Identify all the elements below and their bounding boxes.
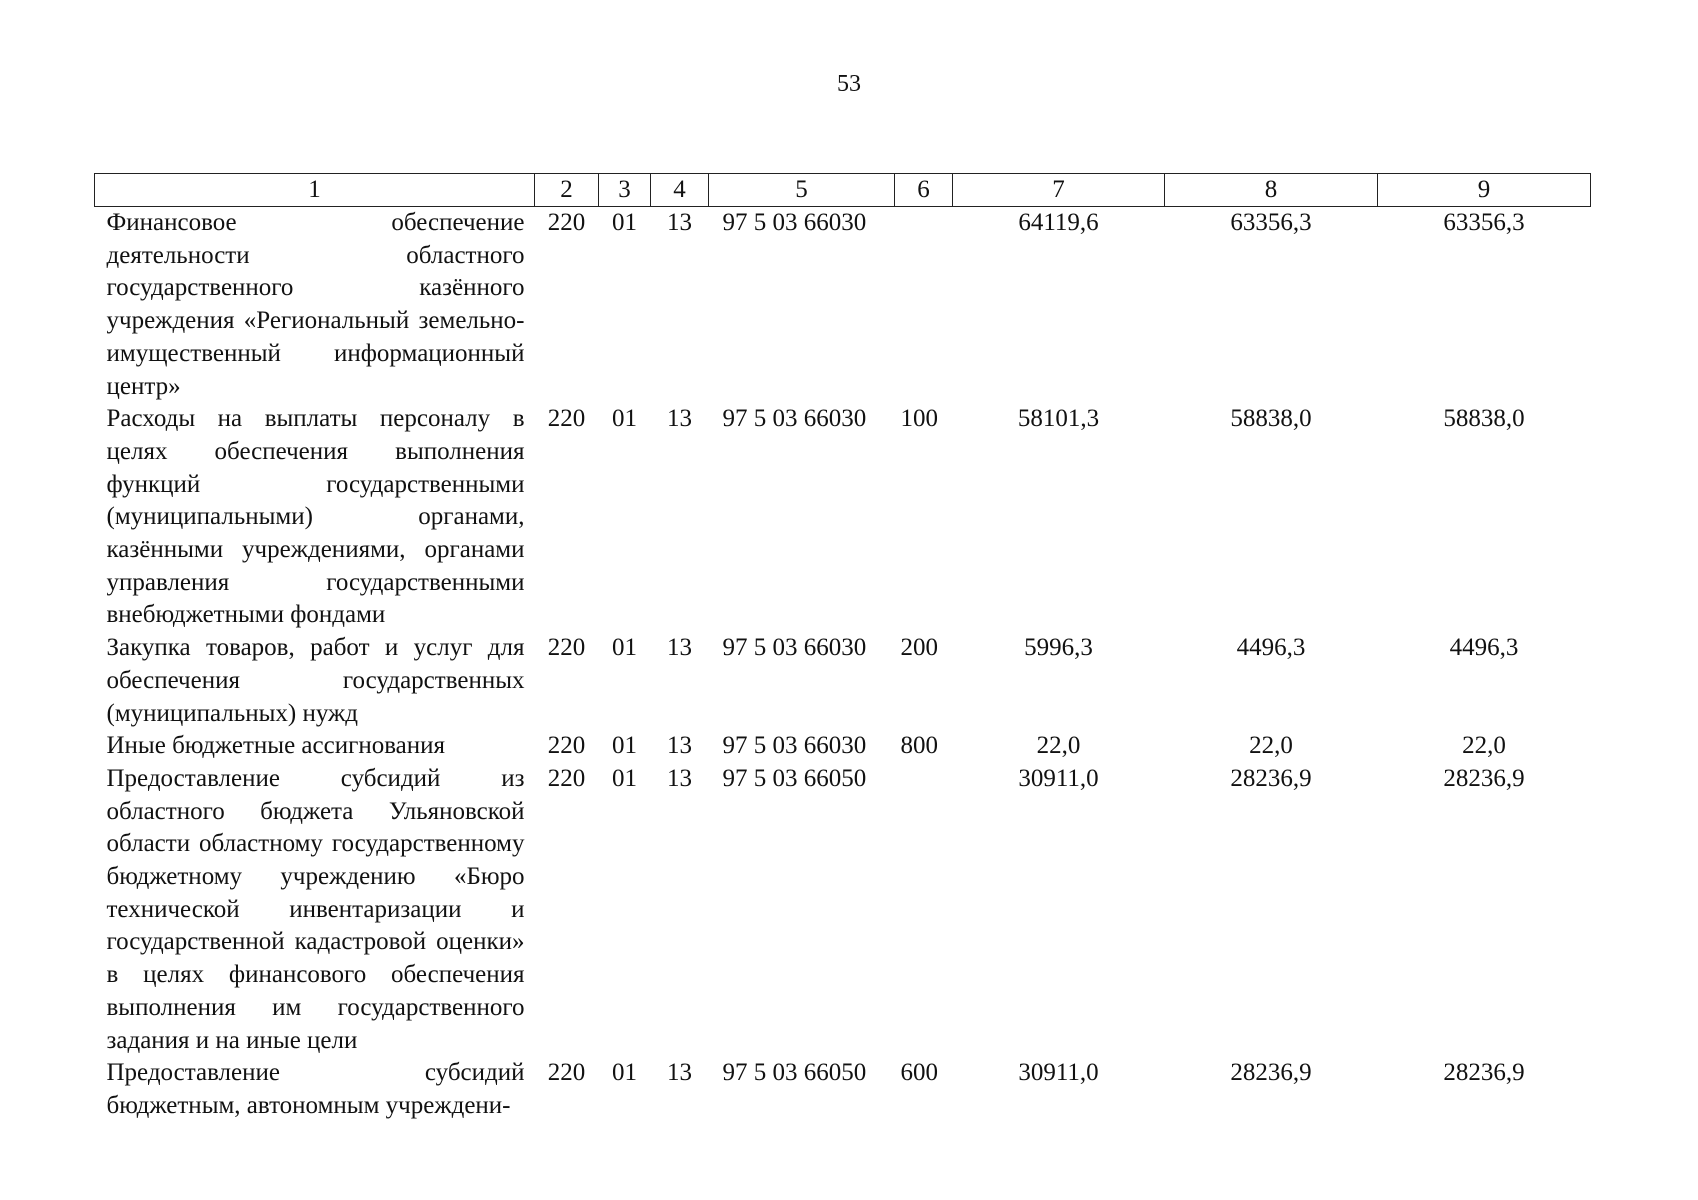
row-vr: 800 — [900, 732, 938, 760]
row-pr: 13 — [667, 764, 692, 792]
row-grbs: 220 — [547, 634, 586, 662]
row-year3: 28236,9 — [1443, 764, 1525, 792]
row-year2: 22,0 — [1249, 732, 1293, 760]
row-vr: 600 — [900, 1059, 938, 1087]
row-year1: 5996,3 — [1024, 634, 1093, 662]
row-year2: 58838,0 — [1230, 405, 1312, 433]
header-cell: 2 — [535, 174, 599, 207]
row-year1: 30911,0 — [1018, 764, 1099, 792]
header-cell: 7 — [953, 174, 1165, 207]
table-row — [95, 207, 1591, 404]
row-year3: 28236,9 — [1443, 1059, 1525, 1087]
row-pr: 13 — [667, 1059, 692, 1087]
table-row — [95, 1057, 1591, 1122]
header-cell: 8 — [1165, 174, 1378, 207]
row-year3: 58838,0 — [1443, 405, 1525, 433]
row-year1: 30911,0 — [1018, 1059, 1099, 1087]
header-cell: 9 — [1378, 174, 1591, 207]
row-year2: 63356,3 — [1230, 209, 1312, 236]
row-vr — [895, 207, 953, 404]
row-name: Иные бюджетные ассигнования — [106, 732, 446, 760]
row-year2: 28236,9 — [1230, 764, 1312, 792]
header-cell: 5 — [709, 174, 895, 207]
row-csr: 97 5 03 66030 — [722, 732, 867, 760]
header-row — [95, 174, 1591, 207]
row-grbs: 220 — [547, 209, 586, 236]
row-year2: 4496,3 — [1236, 634, 1306, 662]
row-csr: 97 5 03 66030 — [722, 405, 867, 433]
row-csr: 97 5 03 66030 — [722, 634, 867, 662]
row-rz: 01 — [612, 634, 637, 662]
row-vr: 100 — [900, 405, 938, 433]
row-csr: 97 5 03 66050 — [722, 1059, 867, 1087]
row-year3: 4496,3 — [1449, 634, 1519, 662]
header-cell: 4 — [651, 174, 709, 207]
row-pr: 13 — [667, 634, 692, 662]
row-year1: 58101,3 — [1017, 405, 1100, 433]
row-name: Закупка товаров, работ и услуг для обеспечения государственных (муниципальных) нужд — [106, 634, 525, 727]
row-year1: 22,0 — [1036, 732, 1081, 760]
row-name: Расходы на выплаты персоналу в целях обеспечения выполнения функций государственными (муниципальными) органами, казёнными учреждениями, органами управления государственными внебюджетными фондами — [106, 405, 525, 629]
row-pr: 13 — [667, 405, 692, 433]
row-pr: 13 — [667, 209, 692, 236]
row-name: Предоставление субсидий из областного бюджета Ульяновской области областному государственному бюджетному учреждению «Бюро технической инвентаризации и государственной кадастровой оценки» в целях финансового обеспечения выполнения им государственного задания и на иные цели — [106, 764, 525, 1054]
table-row — [95, 632, 1591, 730]
page-number: 53 — [837, 71, 861, 97]
header-cell: 6 — [895, 174, 953, 207]
budget-table — [94, 173, 1591, 1123]
row-year3: 22,0 — [1462, 732, 1506, 760]
row-rz: 01 — [612, 764, 637, 792]
row-year2: 28236,9 — [1230, 1059, 1312, 1087]
row-grbs: 220 — [547, 405, 586, 433]
row-pr: 13 — [667, 732, 692, 760]
row-grbs: 220 — [547, 764, 586, 792]
table-row — [95, 403, 1591, 632]
row-name: Предоставление субсидий бюджетным, автономным учреждени- — [106, 1059, 525, 1119]
row-csr: 97 5 03 66050 — [722, 764, 867, 792]
row-grbs: 220 — [547, 1059, 586, 1087]
header-cell: 1 — [95, 174, 535, 207]
row-grbs: 220 — [547, 732, 586, 760]
table-row — [95, 763, 1591, 1057]
row-rz: 01 — [612, 209, 637, 236]
header-cell: 3 — [599, 174, 651, 207]
row-rz: 01 — [612, 732, 637, 760]
row-year1: 64119,6 — [1018, 209, 1099, 236]
row-rz: 01 — [612, 405, 637, 433]
row-csr: 97 5 03 66030 — [722, 209, 867, 236]
row-year3: 63356,3 — [1443, 209, 1525, 236]
table-row — [95, 730, 1591, 763]
row-name: Финансовое обеспечение деятельности областного государственного казённого учреждения «Региональный земельно-имущественный информационный центр» — [106, 209, 525, 400]
row-vr: 200 — [900, 634, 938, 662]
row-vr — [895, 763, 953, 1057]
row-rz: 01 — [612, 1059, 637, 1087]
